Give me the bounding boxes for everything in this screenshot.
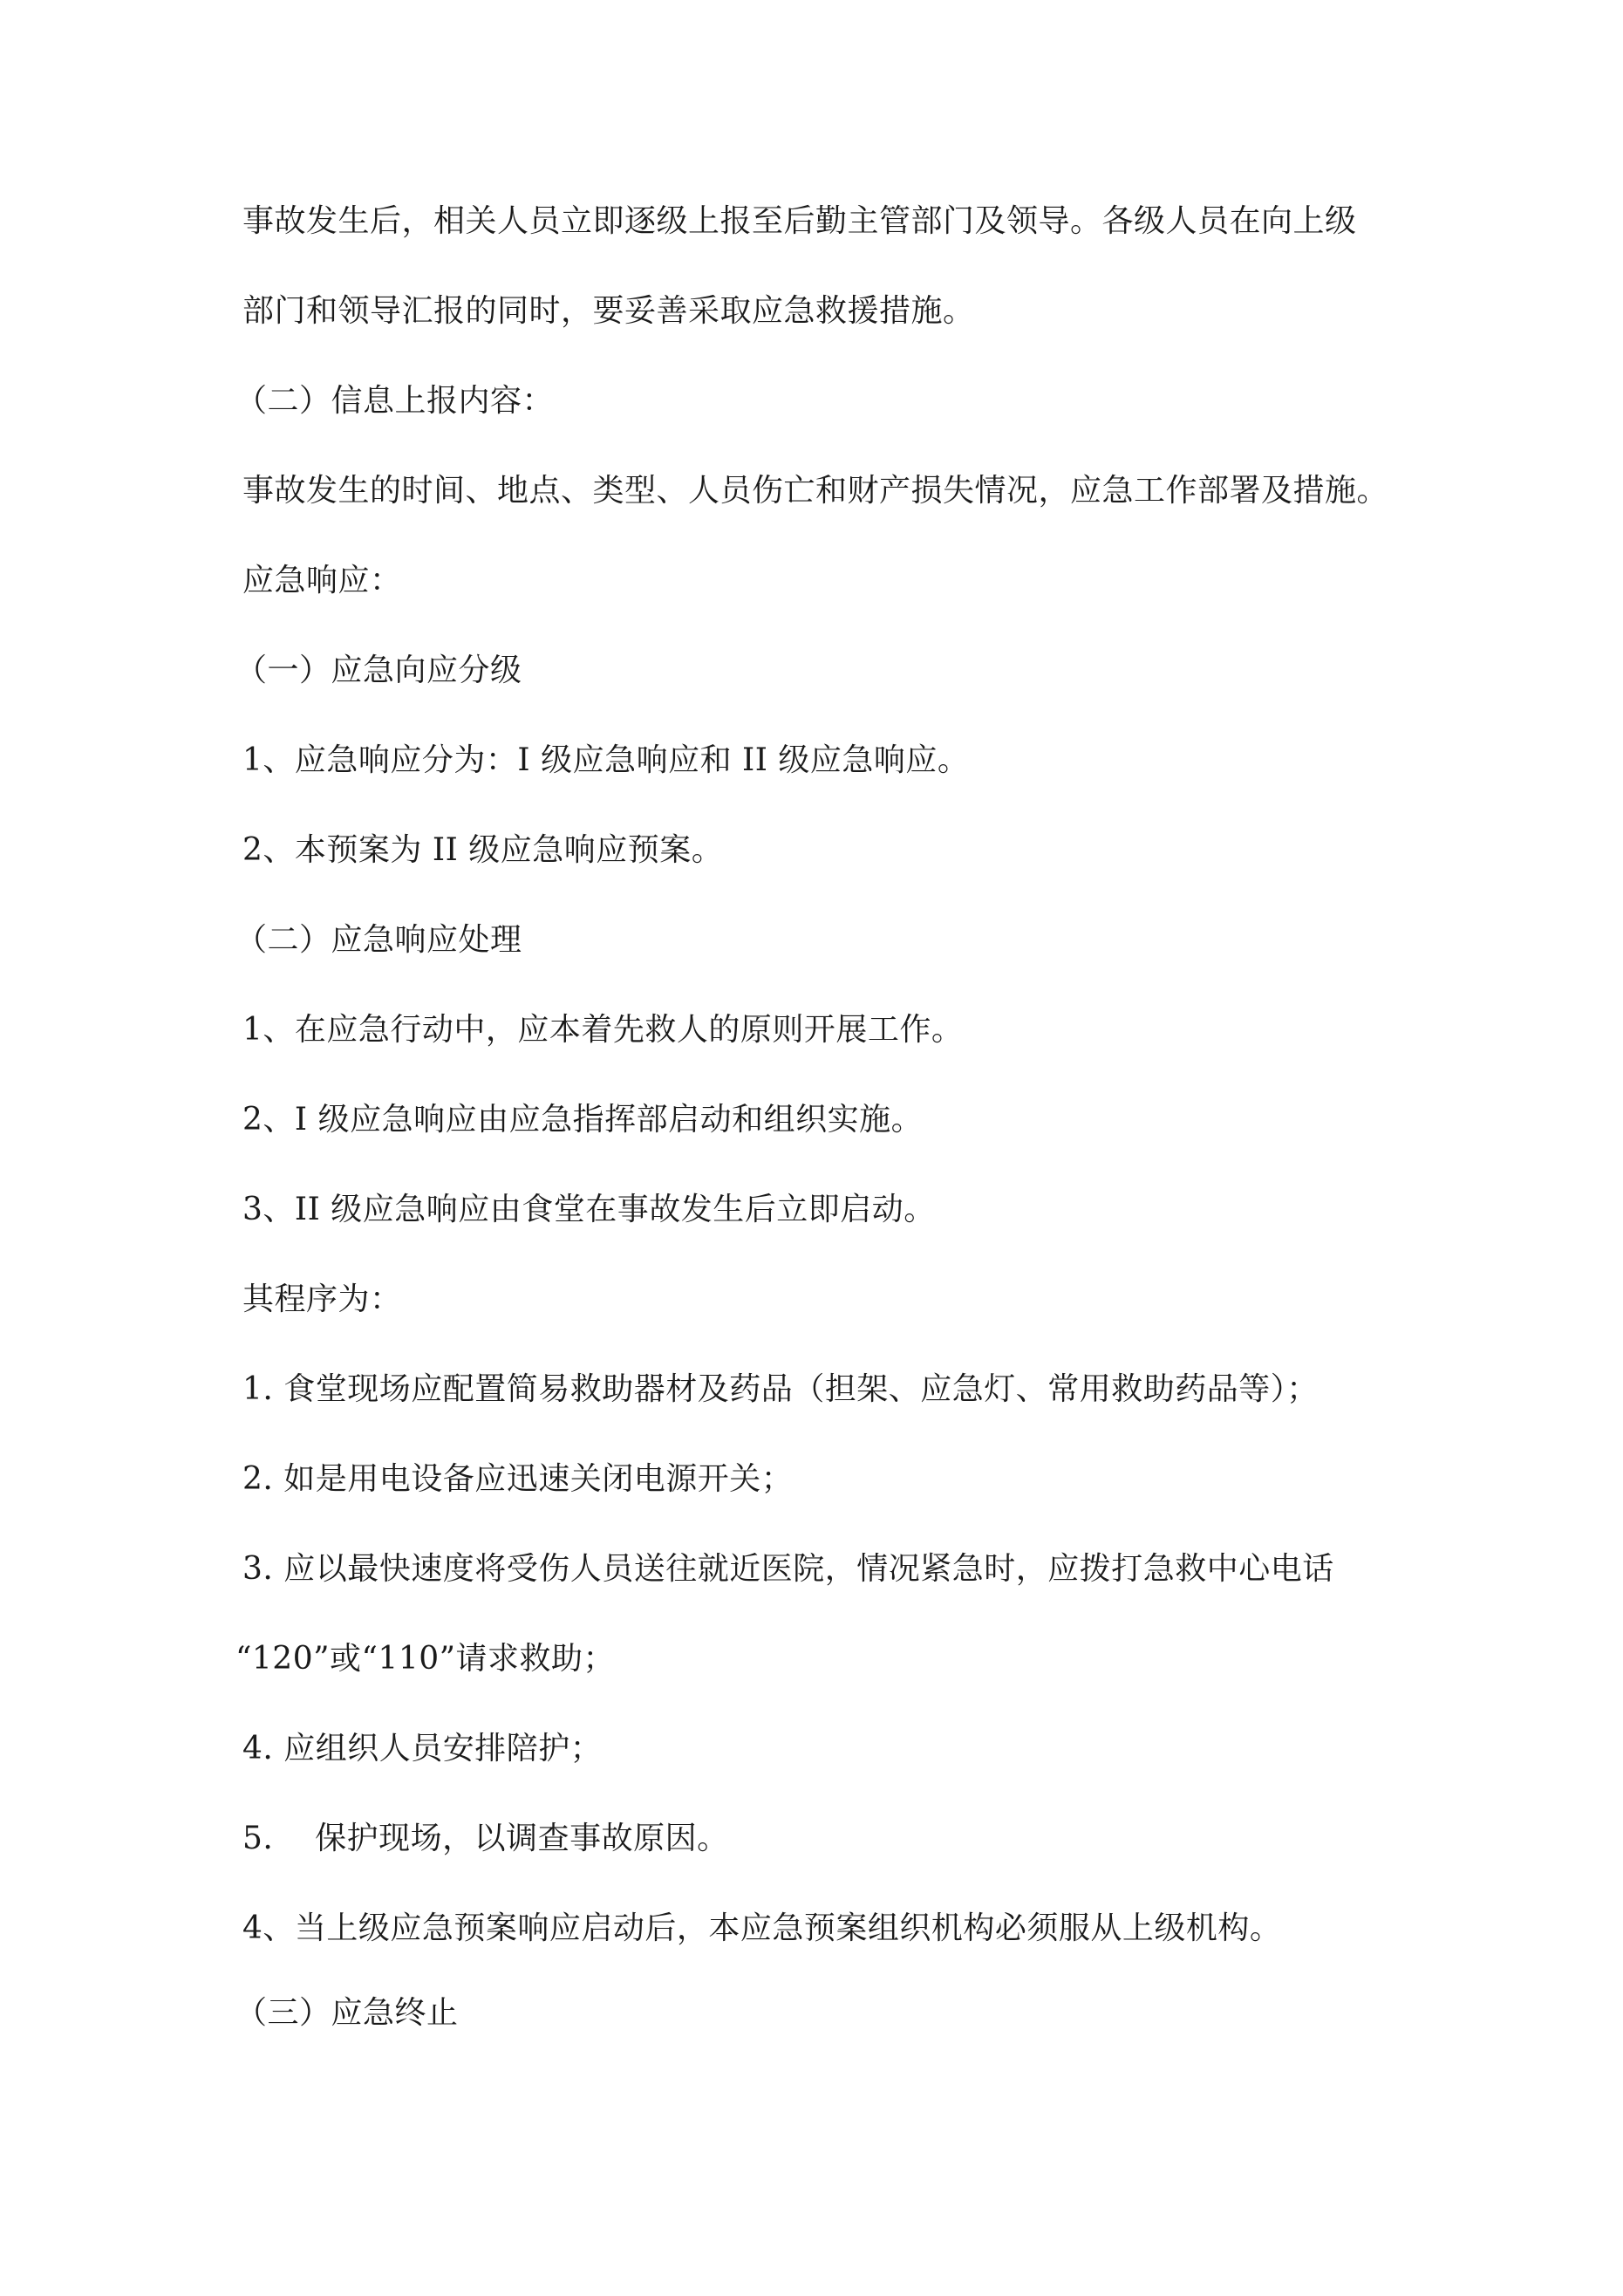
procedure-heading: 其程序为： xyxy=(242,1281,402,1317)
paragraph-line-report-content: 事故发生的时间、地点、类型、人员伤亡和财产损失情况，应急工作部署及措施。 xyxy=(242,473,1389,509)
procedure-step-4: 4. 应组织人员安排陪护； xyxy=(242,1731,603,1766)
list-item-levels-2: 2、本预案为 II 级应急响应预案。 xyxy=(242,832,724,868)
paragraph-line-1: 事故发生后，相关人员立即逐级上报至后勤主管部门及领导。各级人员在向上级 xyxy=(242,203,1357,239)
list-item-handling-2: 2、I 级应急响应由应急指挥部启动和组织实施。 xyxy=(242,1102,924,1138)
section-heading-response-handling: （二）应急响应处理 xyxy=(235,922,522,958)
list-item-levels-1: 1、应急响应分为：I 级应急响应和 II 级应急响应。 xyxy=(242,742,970,778)
paragraph-line-2: 部门和领导汇报的同时，要妥善采取应急救援措施。 xyxy=(242,293,975,329)
procedure-step-2: 2. 如是用电设备应迅速关闭电源开关； xyxy=(242,1461,794,1497)
heading-emergency-response: 应急响应： xyxy=(242,563,402,598)
procedure-step-3-continued: “120”或“110”请求救助； xyxy=(235,1641,616,1677)
procedure-step-3: 3. 应以最快速度将受伤人员送往就近医院，情况紧急时，应拨打急救中心电话 xyxy=(242,1551,1334,1587)
section-heading-response-levels: （一）应急向应分级 xyxy=(235,653,522,688)
procedure-step-5: 5. 保护现场，以调查事故原因。 xyxy=(242,1821,729,1856)
section-heading-termination: （三）应急终止 xyxy=(235,1995,459,2031)
list-item-handling-3: 3、II 级应急响应由食堂在事故发生后立即启动。 xyxy=(242,1192,936,1227)
section-heading-info-report: （二）信息上报内容： xyxy=(235,383,555,419)
procedure-step-1: 1. 食堂现场应配置简易救助器材及药品（担架、应急灯、常用救助药品等）； xyxy=(242,1371,1319,1407)
list-item-handling-4: 4、当上级应急预案响应启动后，本应急预案组织机构必须服从上级机构。 xyxy=(242,1910,1282,1946)
list-item-handling-1: 1、在应急行动中，应本着先救人的原则开展工作。 xyxy=(242,1012,964,1048)
